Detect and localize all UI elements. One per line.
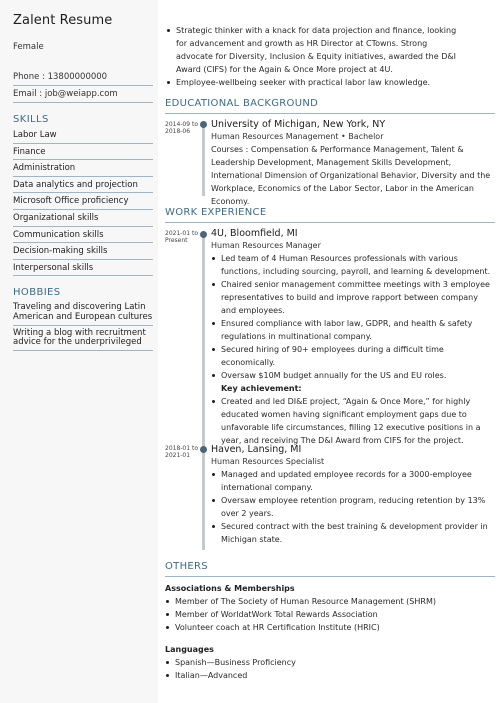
job-date: 2018-01 to 2021-01 [165, 445, 198, 459]
memberships-label: Associations & Memberships [165, 584, 295, 593]
job-bullets [211, 468, 494, 546]
membership-item: Member of WorldatWork Total Rewards Association [165, 608, 495, 621]
summary-item: Strategic thinker with a knack for data projection and finance, looking for advancement and growth as HR Director at CTowns. Strong advocate for Diversity, Inclusion & Equity initiatives, awarded the D&I Award (CIFS) for the Again & Once More project at 4U. [166, 24, 466, 76]
job-bullet: Secured hiring of 90+ employees during a difficult time economically. [211, 343, 494, 369]
skill-item: Labor Law [13, 127, 153, 144]
job-company: 4U, Bloomfield, MI [211, 228, 298, 239]
job-bullets [211, 252, 494, 382]
education-entry [211, 119, 494, 208]
skill-item: Organizational skills [13, 210, 153, 227]
others-heading: OTHERS [165, 560, 495, 577]
job-bullet: Created and led DI&E project, “Again & Once More,” for highly educated women having significant employment gaps due to unfavorable life circumstances, filling 12 executive positions in a year, and receiving The D&I Award from CIFS for the project. [211, 395, 494, 447]
job-bullet: Oversaw employee retention program, reducing retention by 13% over 2 years. [211, 494, 494, 520]
job-date: 2021-01 to Present [165, 230, 198, 244]
job-company: Haven, Lansing, MI [211, 444, 302, 455]
membership-item: Volunteer coach at HR Certification Institute (HRIC) [165, 621, 495, 634]
skill-item: Communication skills [13, 227, 153, 244]
skill-item: Microsoft Office proficiency [13, 193, 153, 210]
memberships-list [165, 595, 495, 634]
skill-item: Administration [13, 160, 153, 177]
job-title: Human Resources Manager [211, 241, 321, 250]
courses: Courses : Compensation & Performance Management, Talent & Leadership Development, Management Skills Development, International Dimension of Organizational Behavior, Diversity and the Workplace, Economics of the Labor Sector, Labor in the American Economy. [211, 145, 491, 206]
education-heading: EDUCATIONAL BACKGROUND [165, 97, 495, 114]
work-heading: WORK EXPERIENCE [165, 206, 495, 223]
membership-item: Member of The Society of Human Resource Management (SHRM) [165, 595, 495, 608]
summary-item: Employee-wellbeing seeker with practical labor law knowledge. [166, 76, 466, 89]
job-title: Human Resources Specialist [211, 457, 325, 466]
skill-item: Data analytics and projection [13, 177, 153, 194]
language-item: Italian—Advanced [165, 669, 495, 682]
main-content [158, 0, 500, 703]
language-item: Spanish—Business Proficiency [165, 656, 495, 669]
hobby-item: Writing a blog with recruitment advice for the underprivileged [13, 326, 153, 352]
job-entry [211, 228, 494, 447]
job-bullet: Chaired senior management committee meetings with 3 employee representatives to build and improve rapport between company and employees. [211, 278, 494, 317]
skills-heading: SKILLS [13, 114, 49, 125]
key-achievement-bullets [211, 395, 494, 447]
phone-field: Phone : 13800000000 [13, 72, 153, 86]
hobbies-heading: HOBBIES [13, 287, 61, 298]
job-bullet: Ensured compliance with labor law, GDPR, and health & safety regulations in multinational company. [211, 317, 494, 343]
degree: Human Resources Management • Bachelor [211, 132, 384, 141]
gender: Female [13, 42, 44, 52]
languages-list [165, 656, 495, 682]
hobbies-list [13, 300, 153, 351]
key-achievement-label: Key achievement: [221, 384, 302, 393]
school-name: University of Michigan, New York, NY [211, 119, 386, 130]
hobby-item: Traveling and discovering Latin American and European cultures [13, 300, 153, 326]
job-bullet: Secured contract with the best training & development provider in Michigan state. [211, 520, 494, 546]
skills-list [13, 127, 153, 276]
education-date: 2014-09 to 2018-06 [165, 121, 198, 135]
job-entry [211, 444, 494, 546]
sidebar [0, 0, 158, 703]
summary-list [166, 24, 466, 89]
skill-item: Finance [13, 144, 153, 161]
job-bullet: Led team of 4 Human Resources professionals with various functions, including sourcing, payroll, and learning & development. [211, 252, 494, 278]
email-field: Email : job@weiapp.com [13, 89, 153, 103]
job-bullet: Managed and updated employee records for a 3000-employee international company. [211, 468, 494, 494]
work-timeline [202, 232, 205, 550]
resume-name: Zalent Resume [13, 13, 113, 28]
skill-item: Interpersonal skills [13, 260, 153, 277]
languages-label: Languages [165, 644, 214, 654]
job-bullet: Oversaw $10M budget annually for the US and EU roles. [211, 369, 494, 382]
skill-item: Decision-making skills [13, 243, 153, 260]
others-section [165, 584, 495, 682]
